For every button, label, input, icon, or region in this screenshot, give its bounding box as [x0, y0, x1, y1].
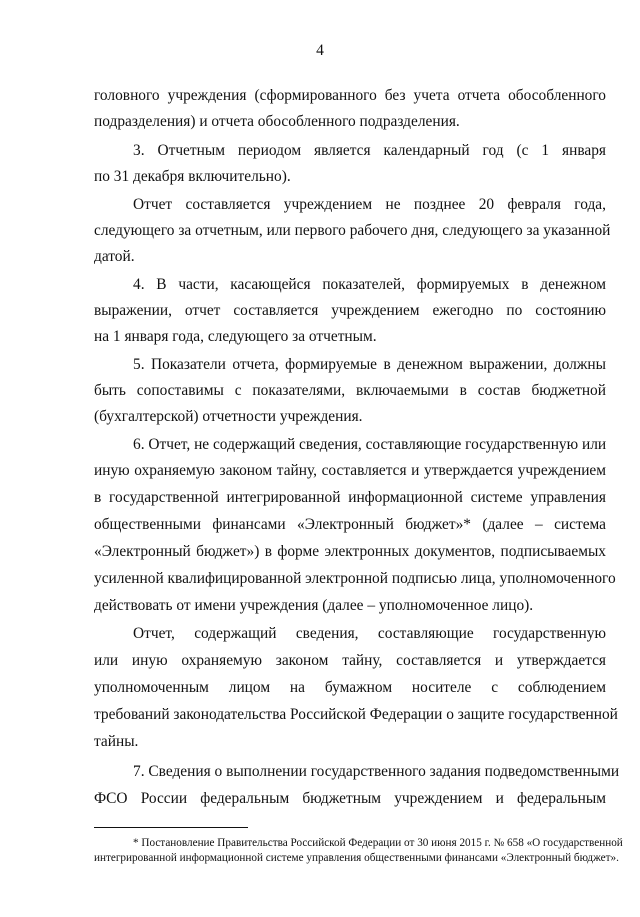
text-line: усиленной квалифицированной электронной подписью лица, уполномоченного	[94, 570, 616, 587]
text-line: датой.	[94, 248, 135, 265]
text-line: 5. Показатели отчета, формируемые в денежном выражении, должны	[133, 356, 606, 373]
text-line: 4. В части, касающейся показателей, формируемых в денежном	[133, 276, 606, 293]
text-line: следующего за отчетным, или первого рабочего дня, следующего за указанной	[94, 222, 611, 239]
text-line: уполномоченным лицом на бумажном носителе с соблюдением	[94, 679, 606, 696]
text-line: 7. Сведения о выполнении государственного задания подведомственными	[133, 763, 620, 780]
footnote-line: * Постановление Правительства Российской Федерации от 30 июня 2015 г. № 658 «О государственной	[133, 837, 623, 849]
text-line: 6. Отчет, не содержащий сведения, составляющие государственную или	[133, 436, 607, 453]
text-line: общественными финансами «Электронный бюджет»* (далее – система	[94, 516, 606, 533]
text-line: (бухгалтерской) отчетности учреждения.	[94, 408, 363, 425]
text-line: головного учреждения (сформированного без учета отчета обособленного	[94, 87, 606, 104]
text-line: по 31 декабря включительно).	[94, 168, 291, 185]
text-line: тайны.	[94, 733, 139, 750]
text-line: требований законодательства Российской Федерации о защите государственной	[94, 706, 618, 723]
footnote-separator	[94, 827, 248, 828]
text-line: действовать от имени учреждения (далее – уполномоченное лицо).	[94, 597, 534, 614]
footnote-line: интегрированной информационной системе управления общественными финансами «Электронный бюджет».	[94, 852, 619, 864]
text-line: «Электронный бюджет») в форме электронных документов, подписываемых	[94, 543, 606, 560]
text-line: подразделения) и отчета обособленного подразделения.	[94, 113, 460, 130]
text-line: в государственной интегрированной информационной системе управления	[94, 489, 606, 506]
text-line: Отчет, содержащий сведения, составляющие государственную	[133, 625, 606, 642]
page-number: 4	[316, 42, 324, 59]
text-line: ФСО России федеральным бюджетным учреждением и федеральным	[94, 790, 606, 807]
text-line: 3. Отчетным периодом является календарный год (с 1 января	[133, 142, 606, 159]
text-line: быть сопоставимы с показателями, включаемыми в состав бюджетной	[94, 382, 606, 399]
text-line: выражении, отчет составляется учреждением ежегодно по состоянию	[94, 302, 606, 319]
text-line: на 1 января года, следующего за отчетным.	[94, 328, 377, 345]
text-line: иную охраняемую законом тайну, составляется и утверждается учреждением	[94, 462, 606, 479]
text-line: или иную охраняемую законом тайну, составляется и утверждается	[94, 652, 606, 669]
text-line: Отчет составляется учреждением не позднее 20 февраля года,	[133, 196, 606, 213]
